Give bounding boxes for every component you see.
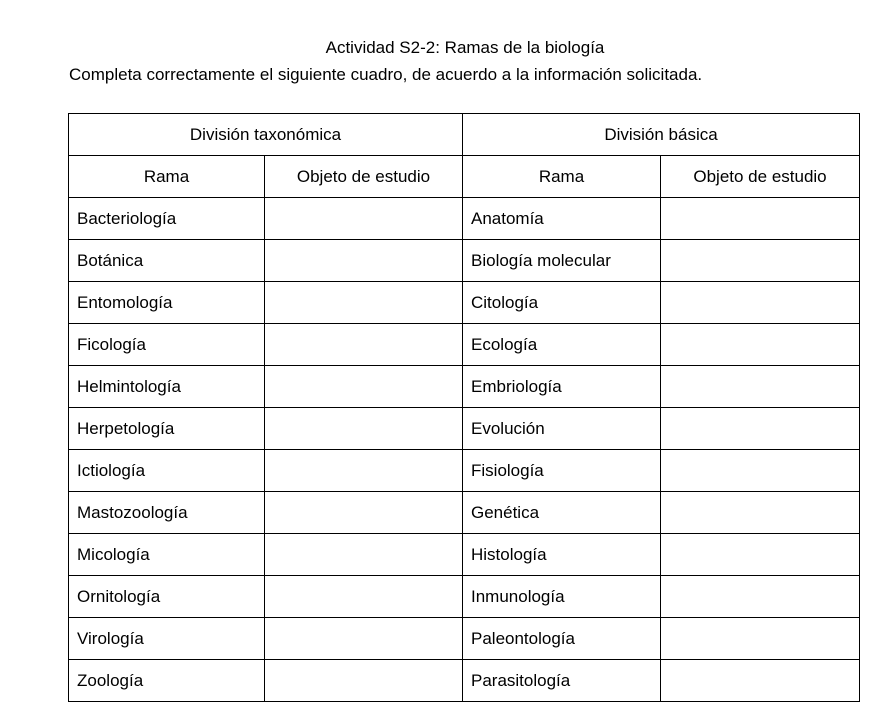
- objeto-taxonomica-answer-cell[interactable]: [265, 618, 463, 660]
- branch-basica-cell: Biología molecular: [463, 240, 661, 282]
- branch-taxonomica-cell: Entomología: [69, 282, 265, 324]
- objeto-basica-answer-cell[interactable]: [661, 198, 860, 240]
- table-row: [69, 282, 860, 324]
- branch-basica-cell: Embriología: [463, 366, 661, 408]
- objeto-taxonomica-answer-cell[interactable]: [265, 660, 463, 702]
- branch-basica-cell: Fisiología: [463, 450, 661, 492]
- instructions-text: Completa correctamente el siguiente cuadro, de acuerdo a la información solicitada.: [69, 65, 703, 84]
- objeto-basica-answer-cell[interactable]: [661, 660, 860, 702]
- branch-taxonomica-cell: Helmintología: [69, 366, 265, 408]
- objeto-taxonomica-answer-cell[interactable]: [265, 492, 463, 534]
- branch-taxonomica-cell: Ornitología: [69, 576, 265, 618]
- branch-basica-cell: Evolución: [463, 408, 661, 450]
- branch-taxonomica-cell: Mastozoología: [69, 492, 265, 534]
- objeto-basica-answer-cell[interactable]: [661, 618, 860, 660]
- group-header-row: [69, 114, 860, 156]
- objeto-taxonomica-answer-cell[interactable]: [265, 450, 463, 492]
- table-row: [69, 324, 860, 366]
- group-header-taxonomica: División taxonómica: [69, 114, 463, 156]
- page-title: Actividad S2-2: Ramas de la biología: [325, 38, 605, 57]
- table-row: [69, 534, 860, 576]
- column-header-rama-basica: Rama: [463, 156, 661, 198]
- branch-basica-cell: Ecología: [463, 324, 661, 366]
- table-row: [69, 408, 860, 450]
- branch-taxonomica-cell: Bacteriología: [69, 198, 265, 240]
- objeto-basica-answer-cell[interactable]: [661, 282, 860, 324]
- branch-basica-cell: Genética: [463, 492, 661, 534]
- column-header-rama-taxonomica: Rama: [69, 156, 265, 198]
- branch-basica-cell: Histología: [463, 534, 661, 576]
- table-row: [69, 366, 860, 408]
- objeto-taxonomica-answer-cell[interactable]: [265, 576, 463, 618]
- branch-taxonomica-cell: Virología: [69, 618, 265, 660]
- objeto-taxonomica-answer-cell[interactable]: [265, 240, 463, 282]
- table-row: [69, 492, 860, 534]
- table-body: [69, 198, 860, 702]
- branch-taxonomica-cell: Ictiología: [69, 450, 265, 492]
- branch-basica-cell: Paleontología: [463, 618, 661, 660]
- branch-taxonomica-cell: Micología: [69, 534, 265, 576]
- table-row: [69, 240, 860, 282]
- objeto-basica-answer-cell[interactable]: [661, 450, 860, 492]
- group-header-basica: División básica: [463, 114, 860, 156]
- objeto-taxonomica-answer-cell[interactable]: [265, 324, 463, 366]
- objeto-basica-answer-cell[interactable]: [661, 366, 860, 408]
- branch-basica-cell: Parasitología: [463, 660, 661, 702]
- table-row: [69, 198, 860, 240]
- branch-basica-cell: Inmunología: [463, 576, 661, 618]
- table-row: [69, 450, 860, 492]
- objeto-taxonomica-answer-cell[interactable]: [265, 198, 463, 240]
- table-row: [69, 618, 860, 660]
- branch-basica-cell: Anatomía: [463, 198, 661, 240]
- objeto-taxonomica-answer-cell[interactable]: [265, 282, 463, 324]
- branch-taxonomica-cell: Zoología: [69, 660, 265, 702]
- branch-basica-cell: Citología: [463, 282, 661, 324]
- column-header-row: [69, 156, 860, 198]
- column-header-objeto-basica: Objeto de estudio: [661, 156, 860, 198]
- objeto-basica-answer-cell[interactable]: [661, 240, 860, 282]
- branch-taxonomica-cell: Ficología: [69, 324, 265, 366]
- column-header-objeto-taxonomica: Objeto de estudio: [265, 156, 463, 198]
- objeto-basica-answer-cell[interactable]: [661, 534, 860, 576]
- objeto-taxonomica-answer-cell[interactable]: [265, 366, 463, 408]
- objeto-taxonomica-answer-cell[interactable]: [265, 534, 463, 576]
- objeto-basica-answer-cell[interactable]: [661, 492, 860, 534]
- objeto-basica-answer-cell[interactable]: [661, 324, 860, 366]
- table-row: [69, 660, 860, 702]
- objeto-basica-answer-cell[interactable]: [661, 408, 860, 450]
- objeto-basica-answer-cell[interactable]: [661, 576, 860, 618]
- biology-branches-table: [68, 113, 860, 702]
- branch-taxonomica-cell: Botánica: [69, 240, 265, 282]
- objeto-taxonomica-answer-cell[interactable]: [265, 408, 463, 450]
- table-row: [69, 576, 860, 618]
- branch-taxonomica-cell: Herpetología: [69, 408, 265, 450]
